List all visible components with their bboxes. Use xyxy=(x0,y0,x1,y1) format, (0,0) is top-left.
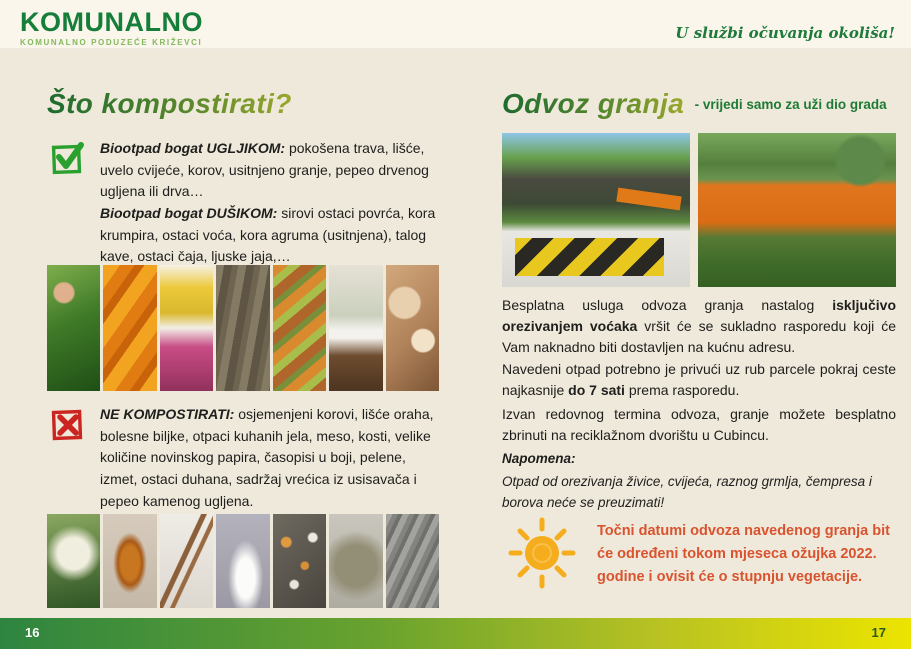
right-page-title-row xyxy=(502,88,887,120)
p2-text-c: prema rasporedu. xyxy=(628,382,740,398)
compost-no-block xyxy=(50,404,440,512)
carbon-lead: Biootpad bogat UGLJIKOM: xyxy=(100,140,286,156)
p1-text-a: Besplatna usluga odvoza granja nastalog xyxy=(502,297,815,313)
photo-grass xyxy=(47,265,100,391)
note-label: Napomena: xyxy=(502,451,576,466)
photo-cigarette-butts xyxy=(273,514,326,608)
p2-bold: do 7 sati xyxy=(568,382,625,398)
compost-yes-text xyxy=(100,138,440,268)
left-page-title: Što kompostirati? xyxy=(47,88,292,119)
page-number-left: 16 xyxy=(25,625,40,640)
no-compost-lead: NE KOMPOSTIRATI: xyxy=(100,406,235,422)
sun-icon xyxy=(505,512,581,597)
sun-note-row xyxy=(505,512,897,597)
company-slogan: U službi očuvanja okoliša! xyxy=(675,24,895,42)
paragraph-recycling-yard: Izvan redovnog termina odvoza, granje možete besplatno zbrinuti na reciklažnom dvorištu u Cubincu. xyxy=(502,406,896,443)
photo-plastic-bag xyxy=(216,514,269,608)
footer-gradient-bar xyxy=(0,618,911,649)
paragraph-free-service xyxy=(502,295,896,358)
logo-title: KOMUNALNO xyxy=(20,7,203,37)
p2-text-a: Navedeni otpad potrebno je privući uz rub parcele pokraj ceste najkasnije xyxy=(502,361,896,398)
photo-egg-shells xyxy=(386,265,439,391)
p1-bold: isključivo orezivanjem voćaka xyxy=(502,297,896,334)
photo-vegetable-peels xyxy=(273,265,326,391)
photo-tea-coffee xyxy=(329,265,382,391)
photo-flowers xyxy=(160,265,213,391)
right-page-title: Odvoz granja xyxy=(502,88,685,119)
page-number-right: 17 xyxy=(871,625,886,640)
nitrogen-items: sirovi ostaci povrća, kora krumpira, ostaci voća, kora agruma (usitnjena), talog kave, ostaci čaja, ljuske jaja,… xyxy=(100,205,436,265)
nitrogen-lead: Biootpad bogat DUŠIKOM: xyxy=(100,205,278,222)
photo-bones xyxy=(160,514,213,608)
compost-yes-block xyxy=(50,138,440,268)
photo-autumn-leaves xyxy=(103,265,156,391)
photo-shredded-branches xyxy=(216,265,269,391)
photo-vacuum-dust xyxy=(329,514,382,608)
checkbox-check-icon xyxy=(50,138,88,268)
compostable-photo-strip xyxy=(47,265,439,391)
sun-note-text: Točni datumi odvoza navedenog granja bit će određeni tokom mjeseca ožujka 2022. godine i ovisit će o stupnju vegetacije. xyxy=(597,523,890,586)
compost-no-text xyxy=(100,404,440,512)
company-logo xyxy=(20,9,203,47)
checkbox-cross-icon xyxy=(50,404,88,512)
photo-wood-chipper xyxy=(698,133,896,287)
photo-chipper-truck xyxy=(502,133,690,287)
note-text: Otpad od orezivanja živice, cvijeća, raznog grmlja, čempresa i borova neće se preuzimati! xyxy=(502,473,872,510)
photo-dandelion xyxy=(47,514,100,608)
paragraph-deadline xyxy=(502,359,896,401)
note-block xyxy=(502,449,896,514)
right-page-title-suffix: - vrijedi samo za uži dio grada xyxy=(694,97,887,112)
carbon-items: pokošena trava, lišće, uvelo cvijeće, korov, usitnjeno granje, pepeo drvenog ugljena ili drva… xyxy=(100,140,429,200)
p1-text-c: vršit će se sukladno rasporedu koji će Vam naknadno biti dostavljen na kućnu adresu. xyxy=(502,318,896,355)
non-compostable-photo-strip xyxy=(47,514,439,608)
photo-coal-ash xyxy=(386,514,439,608)
branch-removal-photos xyxy=(502,133,896,287)
logo-subtitle: KOMUNALNO PODUZEĆE KRIŽEVCI xyxy=(20,38,203,47)
no-compost-items: osjemenjeni korovi, lišće oraha, bolesne biljke, otpaci kuhanih jela, meso, kosti, velike količine novinskog papira, časopisi u boji, pelene, izmet, ostaci duhana, sadržaj vrećica iz usisavača i pepeo kamenog ugljena. xyxy=(100,406,434,509)
photo-diseased-plant xyxy=(103,514,156,608)
